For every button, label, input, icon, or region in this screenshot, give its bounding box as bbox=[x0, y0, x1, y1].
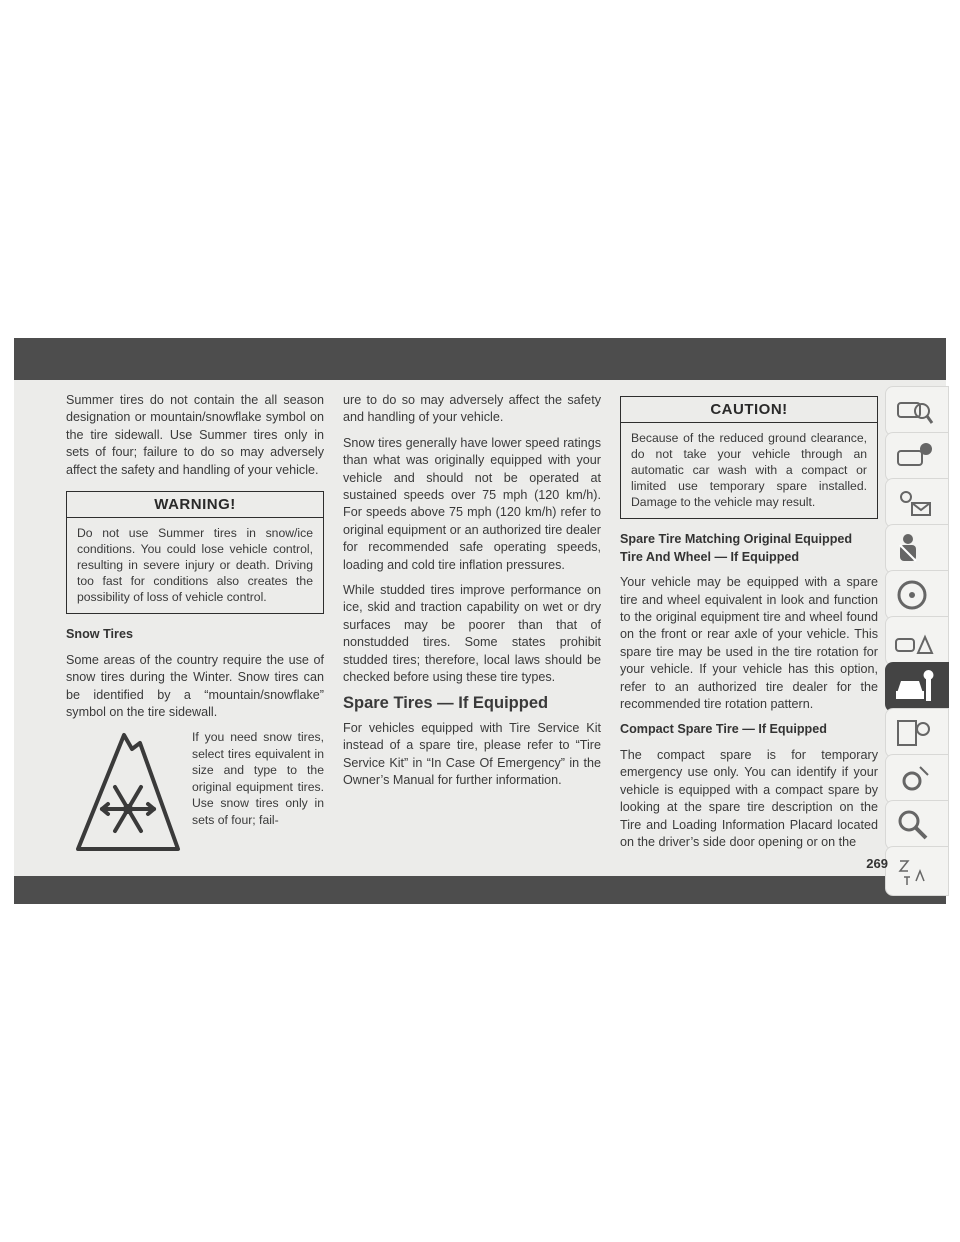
magnifier-index-icon bbox=[894, 807, 934, 843]
tab-index[interactable] bbox=[885, 846, 949, 896]
tab-specifications[interactable] bbox=[885, 708, 949, 758]
compact-spare-heading: Compact Spare Tire — If Equipped bbox=[620, 722, 827, 737]
car-wrench-icon bbox=[894, 669, 938, 705]
mountain-snowflake-icon bbox=[74, 729, 182, 853]
alphabetical-index-icon bbox=[894, 853, 934, 889]
header-band bbox=[14, 338, 946, 380]
car-info-icon bbox=[894, 439, 934, 475]
steering-wheel-icon bbox=[894, 577, 934, 613]
caution-body: Because of the reduced ground clearance, do not take your vehicle through an automatic car wash with a compact or limited use temporary spare installed. Damage to the vehicle may result. bbox=[631, 431, 867, 510]
tab-customer-assistance[interactable] bbox=[885, 800, 949, 850]
column-middle bbox=[343, 392, 601, 798]
speed-rating-paragraph: Snow tires generally have lower speed ratings than what was originally equipped with your vehicle and should not be operated at sustained speeds over 75 mph (120 km/h). For speeds above 75 mph (120 km/h) refer to original equipment or an authorized tire dealer for recommended safe operating speeds, loading and cold tire inflation pressures. bbox=[343, 435, 601, 572]
matching-spare-paragraph: Your vehicle may be equipped with a spare tire and wheel equivalent in look and function to the original equipment tire and wheel found on the front or rear axle of your vehicle. This spare tire may be used in the tire rotation for your vehicle. If your vehicle has this option, refer to an authorized tire dealer for the recommended tire rotation pattern. bbox=[620, 575, 878, 712]
warning-body: Do not use Summer tires in snow/ice conditions. You could lose vehicle control, resulting in severe injury or death. Driving too fast for conditions also creates the possibility of loss of vehicle control. bbox=[77, 526, 313, 605]
tab-warning-lights[interactable] bbox=[885, 478, 949, 528]
snow-tires-paragraph: Some areas of the country require the use of snow tires during the Winter. Snow tires can be identified by a “mountain/snowflake” symbol on the tire sidewall. bbox=[66, 652, 324, 720]
multimedia-icon bbox=[894, 761, 934, 797]
matching-spare-heading: Spare Tire Matching Original Equipped Tire And Wheel — If Equipped bbox=[620, 532, 853, 564]
tab-starting-operating[interactable] bbox=[885, 570, 949, 620]
column-right bbox=[620, 392, 878, 859]
tab-safety[interactable] bbox=[885, 524, 949, 574]
footer-band bbox=[14, 876, 946, 904]
tab-car-search[interactable] bbox=[885, 386, 949, 436]
tab-servicing-maintenance[interactable] bbox=[885, 662, 949, 712]
roadside-warning-icon bbox=[894, 623, 934, 659]
snow-tires-heading: Snow Tires bbox=[66, 627, 133, 642]
column-left bbox=[66, 392, 324, 855]
tab-car-info[interactable] bbox=[885, 432, 949, 482]
seatbelt-airbag-icon bbox=[894, 531, 934, 567]
snow-tires-side-text: If you need snow tires, select tires equivalent in size and type to the original equipment tires. Use snow tires only in sets of four; fail- bbox=[192, 730, 324, 827]
spare-tires-paragraph: For vehicles equipped with Tire Service Kit instead of a spare tire, please refer to “Tire Service Kit” in “In Case Of Emergency” in the Owner’s Manual for further information. bbox=[343, 720, 601, 788]
caution-title: CAUTION! bbox=[621, 397, 877, 423]
specifications-gear-icon bbox=[894, 715, 934, 751]
car-search-icon bbox=[894, 393, 934, 429]
caution-box bbox=[620, 396, 878, 519]
page-number: 269 bbox=[866, 856, 888, 871]
warning-lights-message-icon bbox=[894, 485, 934, 521]
tab-multimedia[interactable] bbox=[885, 754, 949, 804]
summer-tires-paragraph: Summer tires do not contain the all season designation or mountain/snowflake symbol on the tire sidewall. Use Summer tires only in sets of four; failure to do so may adversely affect the safety and handling of your vehicle. bbox=[66, 393, 324, 477]
snow-symbol-block bbox=[66, 729, 324, 855]
studded-tires-paragraph: While studded tires improve performance on ice, skid and traction capability on wet or dry surfaces may be poorer than that of nonstudded tires. Some states prohibit studded tires; therefore, local laws should be checked before using these tire types. bbox=[343, 583, 601, 685]
tab-roadside[interactable] bbox=[885, 616, 949, 666]
spare-tires-title: Spare Tires — If Equipped bbox=[343, 693, 549, 712]
warning-box bbox=[66, 491, 324, 614]
compact-spare-paragraph: The compact spare is for temporary emergency use only. You can identify if your vehicle is equipped with a compact spare by looking at the spare tire description on the Tire and Loading Information Placard located on the driver’s side door opening or on the bbox=[620, 747, 878, 849]
warning-title: WARNING! bbox=[67, 492, 323, 518]
continued-paragraph: ure to do so may adversely affect the safety and handling of your vehicle. bbox=[343, 393, 601, 425]
